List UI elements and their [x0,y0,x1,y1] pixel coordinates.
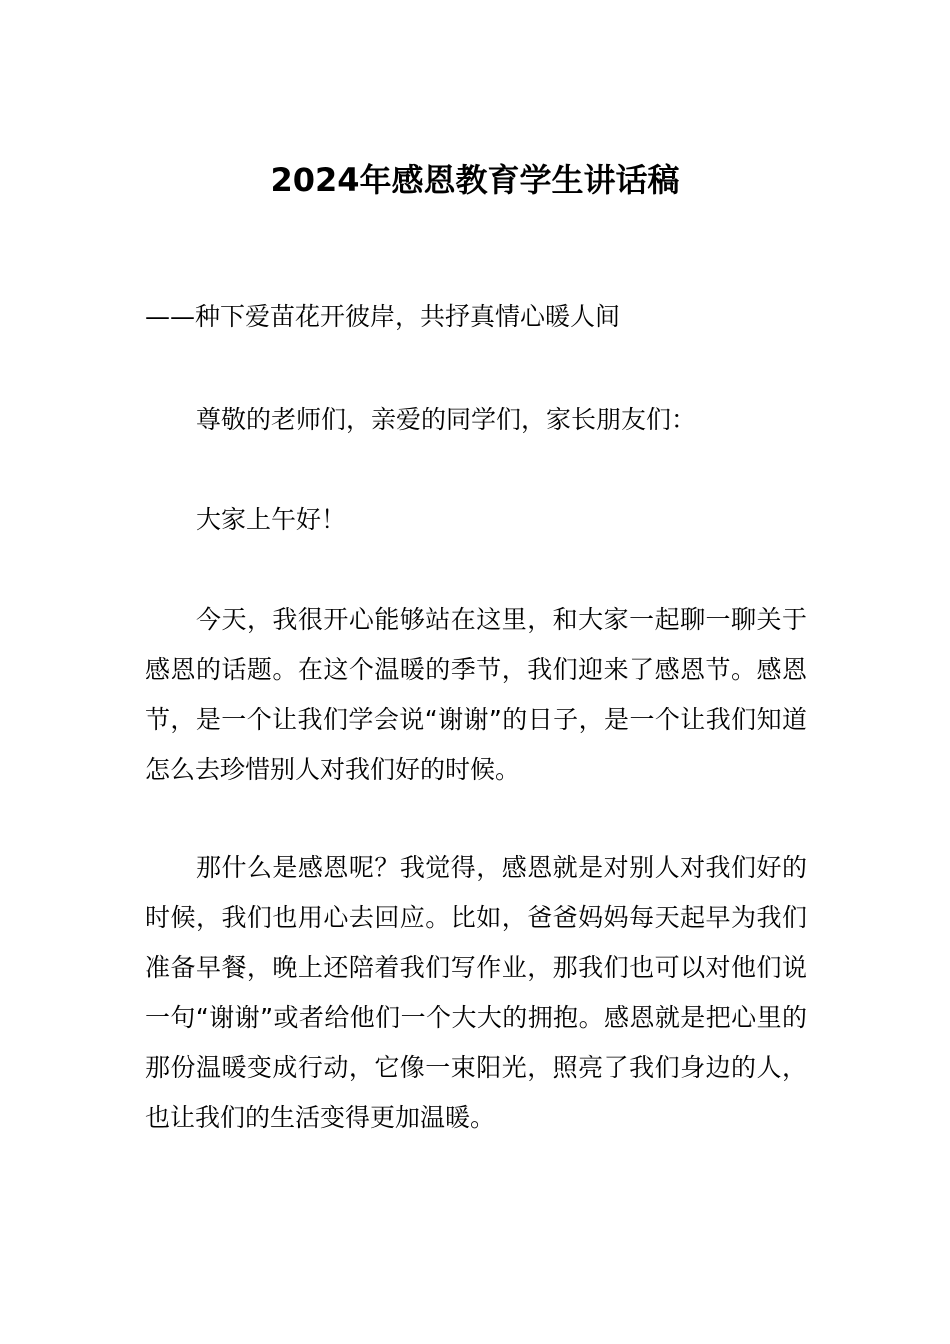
document-subtitle: ——种下爱苗花开彼岸，共抒真情心暖人间 [145,302,621,331]
greeting-paragraph: 尊敬的老师们，亲爱的同学们，家长朋友们： [196,405,697,434]
document-title: 2024年感恩教育学生讲话稿 [270,161,680,199]
body-paragraph: 今天，我很开心能够站在这里，和大家一起聊一聊关于感恩的话题。在这个温暖的季节，我们迎来了感恩节。感恩节，是一个让我们学会说“谢谢”的日子，是一个让我们知道怎么去珍惜别人对我们好的时候。 [145,605,807,784]
body-paragraph: 那什么是感恩呢？我觉得，感恩就是对别人对我们好的时候，我们也用心去回应。比如，爸爸妈妈每天起早为我们准备早餐，晚上还陪着我们写作业，那我们也可以对他们说一句“谢谢”或者给他们一个大大的拥抱。感恩就是把心里的那份温暖变成行动，它像一束阳光，照亮了我们身边的人，也让我们的生活变得更加温暖。 [145,853,807,1132]
hello-paragraph: 大家上午好！ [196,505,347,534]
